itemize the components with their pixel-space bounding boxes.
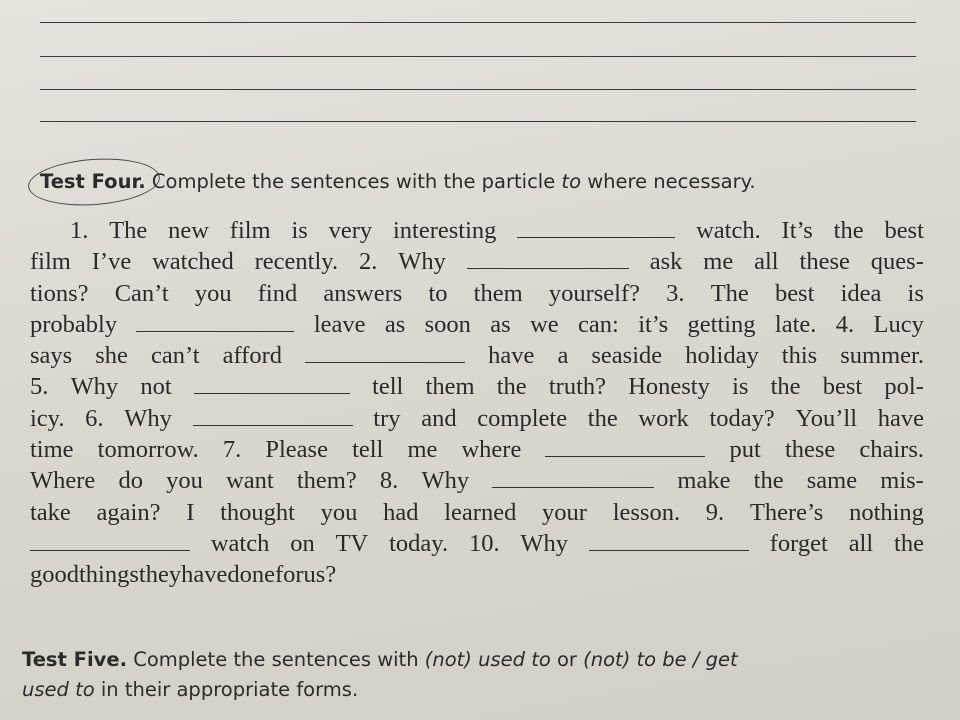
word: The (109, 217, 148, 244)
word: says (30, 342, 73, 370)
phrase-used-to: (not) used to (424, 648, 551, 671)
word: have (877, 404, 924, 432)
word: It’s (781, 217, 813, 244)
word: good (30, 561, 79, 589)
word: you (166, 467, 203, 495)
particle-to: to (561, 170, 581, 193)
answer-blank[interactable] (193, 408, 353, 426)
word: Why (124, 404, 172, 432)
word: to (428, 279, 448, 307)
exercise-text (30, 217, 924, 593)
word: the (894, 529, 924, 557)
word: complete (477, 404, 568, 432)
answer-blank[interactable] (517, 220, 675, 238)
word: film (229, 217, 271, 244)
word: Where (30, 467, 96, 495)
word: the (833, 217, 864, 244)
word: have (488, 342, 535, 370)
test-five-instruction-end: in their appropriate forms. (100, 678, 359, 701)
test-four-heading (40, 170, 756, 193)
word: you (194, 279, 232, 307)
word: make (677, 467, 731, 495)
word: work (638, 404, 689, 432)
phrase-used-to-2: used to (22, 678, 95, 701)
exercise-line (30, 499, 924, 530)
word: very (328, 217, 373, 244)
word: pol- (884, 373, 924, 401)
word: film (30, 248, 71, 276)
word: 6. (85, 404, 104, 432)
word: nothing (849, 498, 924, 526)
answer-blank[interactable] (589, 533, 749, 551)
word: your (542, 498, 587, 526)
word: them? (296, 467, 357, 495)
exercise-line (30, 467, 924, 498)
exercise-line (30, 561, 924, 592)
answer-blank[interactable] (467, 251, 629, 269)
exercise-line (30, 217, 924, 248)
test-five-heading (22, 645, 932, 705)
word: Why (70, 373, 119, 401)
word: learned (444, 498, 517, 526)
word: you (320, 498, 358, 526)
word: Why (520, 529, 569, 557)
word: watch. (696, 217, 761, 244)
word: them (473, 279, 523, 307)
word: put (729, 436, 761, 464)
word: I (186, 498, 195, 526)
word: recently. (254, 248, 339, 276)
word: these (784, 436, 836, 464)
test-four-instruction-end: where necessary. (587, 170, 756, 193)
exercise-line (30, 311, 924, 342)
answer-blank[interactable] (545, 439, 705, 457)
word: holiday (685, 342, 759, 370)
exercise-line (30, 248, 924, 279)
word: soon (424, 310, 471, 338)
word: Why (398, 248, 446, 276)
word: find (257, 279, 298, 307)
word: 1. (70, 217, 89, 244)
word: probably (30, 310, 118, 338)
word: 10. (468, 529, 500, 557)
word: is (907, 279, 924, 307)
word: where (461, 436, 522, 464)
word: afford (222, 342, 283, 370)
word: ask (649, 248, 683, 276)
word: Please (265, 436, 328, 464)
word: 7. (222, 436, 242, 464)
exercise-line (30, 280, 924, 311)
answer-blank[interactable] (136, 314, 294, 332)
word: I’ve (91, 248, 132, 276)
word: mis- (880, 467, 924, 495)
word: all (848, 529, 874, 557)
answer-blank[interactable] (492, 470, 654, 488)
word: have (181, 561, 228, 589)
word: getting (687, 310, 756, 338)
answer-line (40, 22, 916, 23)
word: summer. (840, 342, 924, 370)
word: thought (220, 498, 295, 526)
exercise-line (30, 405, 924, 436)
word: 3. (666, 279, 685, 307)
word: lesson. (612, 498, 681, 526)
word: time (30, 436, 74, 464)
word: Honesty (628, 373, 710, 401)
word: You’ll (795, 404, 858, 432)
word: leave (313, 310, 366, 338)
word: we (530, 310, 559, 338)
word: as (490, 310, 511, 338)
exercise-line (30, 373, 924, 404)
word: the (587, 404, 618, 432)
word: and (421, 404, 457, 432)
word: icy. (30, 404, 65, 432)
word: best (774, 279, 815, 307)
word: things (79, 561, 139, 589)
test-five-or: or (557, 648, 577, 671)
test-four-instruction: Complete the sentences with the particle (151, 170, 556, 193)
word: can: (578, 310, 619, 338)
word: same (806, 467, 858, 495)
word: they (138, 561, 182, 589)
exercise-line (30, 436, 924, 467)
word: me (703, 248, 734, 276)
answer-line (40, 56, 916, 57)
word: chairs. (859, 436, 924, 464)
word: on (290, 529, 315, 557)
answer-line (40, 89, 916, 90)
answer-line (40, 121, 916, 122)
word: try (373, 404, 401, 432)
word: 5. (30, 373, 49, 401)
word: There’s (749, 498, 824, 526)
word: tell (352, 436, 384, 464)
answer-blank[interactable] (30, 533, 190, 551)
test-five-title: Test Five. (22, 648, 128, 671)
word: The (710, 279, 749, 307)
answer-blank[interactable] (194, 376, 350, 394)
phrase-to-be-get: (not) to be / get (583, 648, 738, 671)
word: it’s (638, 310, 669, 338)
word: them (425, 373, 475, 401)
word: best (884, 217, 924, 244)
word: the (770, 373, 801, 401)
answer-blank[interactable] (305, 345, 465, 363)
test-five-instruction: Complete the sentences with (133, 648, 419, 671)
word: new (168, 217, 209, 244)
word: TV (335, 529, 369, 557)
word: these (799, 248, 850, 276)
word: interesting (393, 217, 497, 244)
word: she (95, 342, 128, 370)
word: the (496, 373, 527, 401)
exercise-line (30, 530, 924, 561)
word: late. (774, 310, 817, 338)
word: all (754, 248, 779, 276)
word: take (30, 498, 71, 526)
word: not (140, 373, 172, 401)
word: idea (840, 279, 882, 307)
word: tions? (30, 279, 89, 307)
word: watched (152, 248, 234, 276)
word: this (781, 342, 818, 370)
word: tell (372, 373, 404, 401)
word: want (226, 467, 274, 495)
word: had (383, 498, 419, 526)
word: Why (421, 467, 470, 495)
word: do (118, 467, 143, 495)
word: me (407, 436, 438, 464)
word: ques- (870, 248, 924, 276)
word: again? (96, 498, 161, 526)
word: yourself? (548, 279, 640, 307)
word: is (291, 217, 308, 244)
word: done (227, 561, 275, 589)
test-four-title: Test Four. (40, 170, 146, 193)
exercise-line (30, 342, 924, 373)
word: for (274, 561, 304, 589)
word: best (822, 373, 863, 401)
word: Lucy (873, 310, 924, 338)
word: 9. (705, 498, 725, 526)
word: Can’t (114, 279, 169, 307)
word: seaside (591, 342, 663, 370)
word: today? (709, 404, 775, 432)
word: can’t (151, 342, 200, 370)
word: truth? (548, 373, 607, 401)
word: answers (323, 279, 403, 307)
word: 4. (835, 310, 855, 338)
word: as (384, 310, 406, 338)
word: watch (210, 529, 270, 557)
word: is (732, 373, 749, 401)
word: a (557, 342, 569, 370)
word: tomorrow. (97, 436, 199, 464)
word: 2. (358, 248, 378, 276)
word: 8. (379, 467, 399, 495)
word: today. (389, 529, 449, 557)
word: the (753, 467, 784, 495)
word: us? (303, 561, 337, 589)
word: forget (769, 529, 828, 557)
